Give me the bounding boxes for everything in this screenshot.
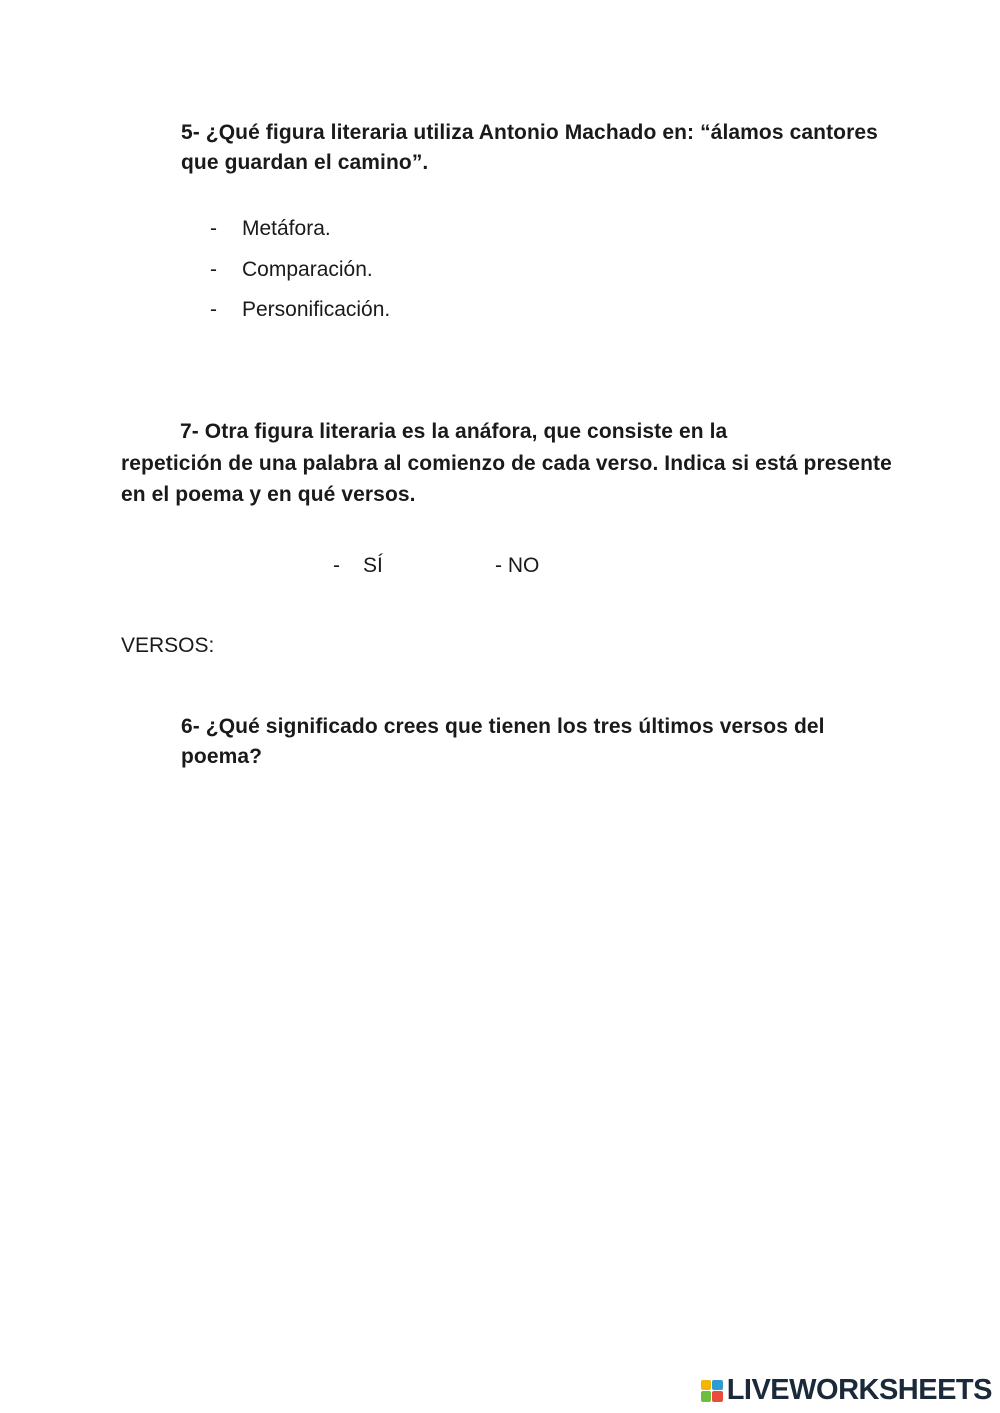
versos-label: VERSOS: [121,634,215,657]
option-dash: - [333,554,340,577]
option-dash: - [210,258,217,281]
option-label: Metáfora. [242,217,331,240]
option-metafora[interactable] [210,214,331,244]
question-7-first-line: 7- Otra figura literaria es la anáfora, que consiste en la [180,420,728,443]
question-6: 6- ¿Qué significado crees que tienen los tres últimos versos del poema? [181,715,825,768]
question-7-body: repetición de una palabra al comienzo de cada verso. Indica si está presente en el poema y en qué versos. [121,452,892,506]
option-label: SÍ [363,554,383,577]
liveworksheets-wordmark: LIVEWORKSHEETS [726,1374,992,1406]
option-yes[interactable] [333,551,383,581]
option-comparacion[interactable] [210,255,373,285]
liveworksheets-mark-icon [701,1380,723,1402]
option-dash: - [210,217,217,240]
option-personificacion[interactable] [210,295,390,325]
option-dash: - [210,298,217,321]
option-label: Personificación. [242,298,391,321]
liveworksheets-logo [701,1374,992,1407]
option-label: Comparación. [242,258,373,281]
option-no[interactable]: - NO [495,554,540,577]
question-5: 5- ¿Qué figura literaria utiliza Antonio Machado en: “álamos cantores que guardan el camino”. [181,121,878,174]
